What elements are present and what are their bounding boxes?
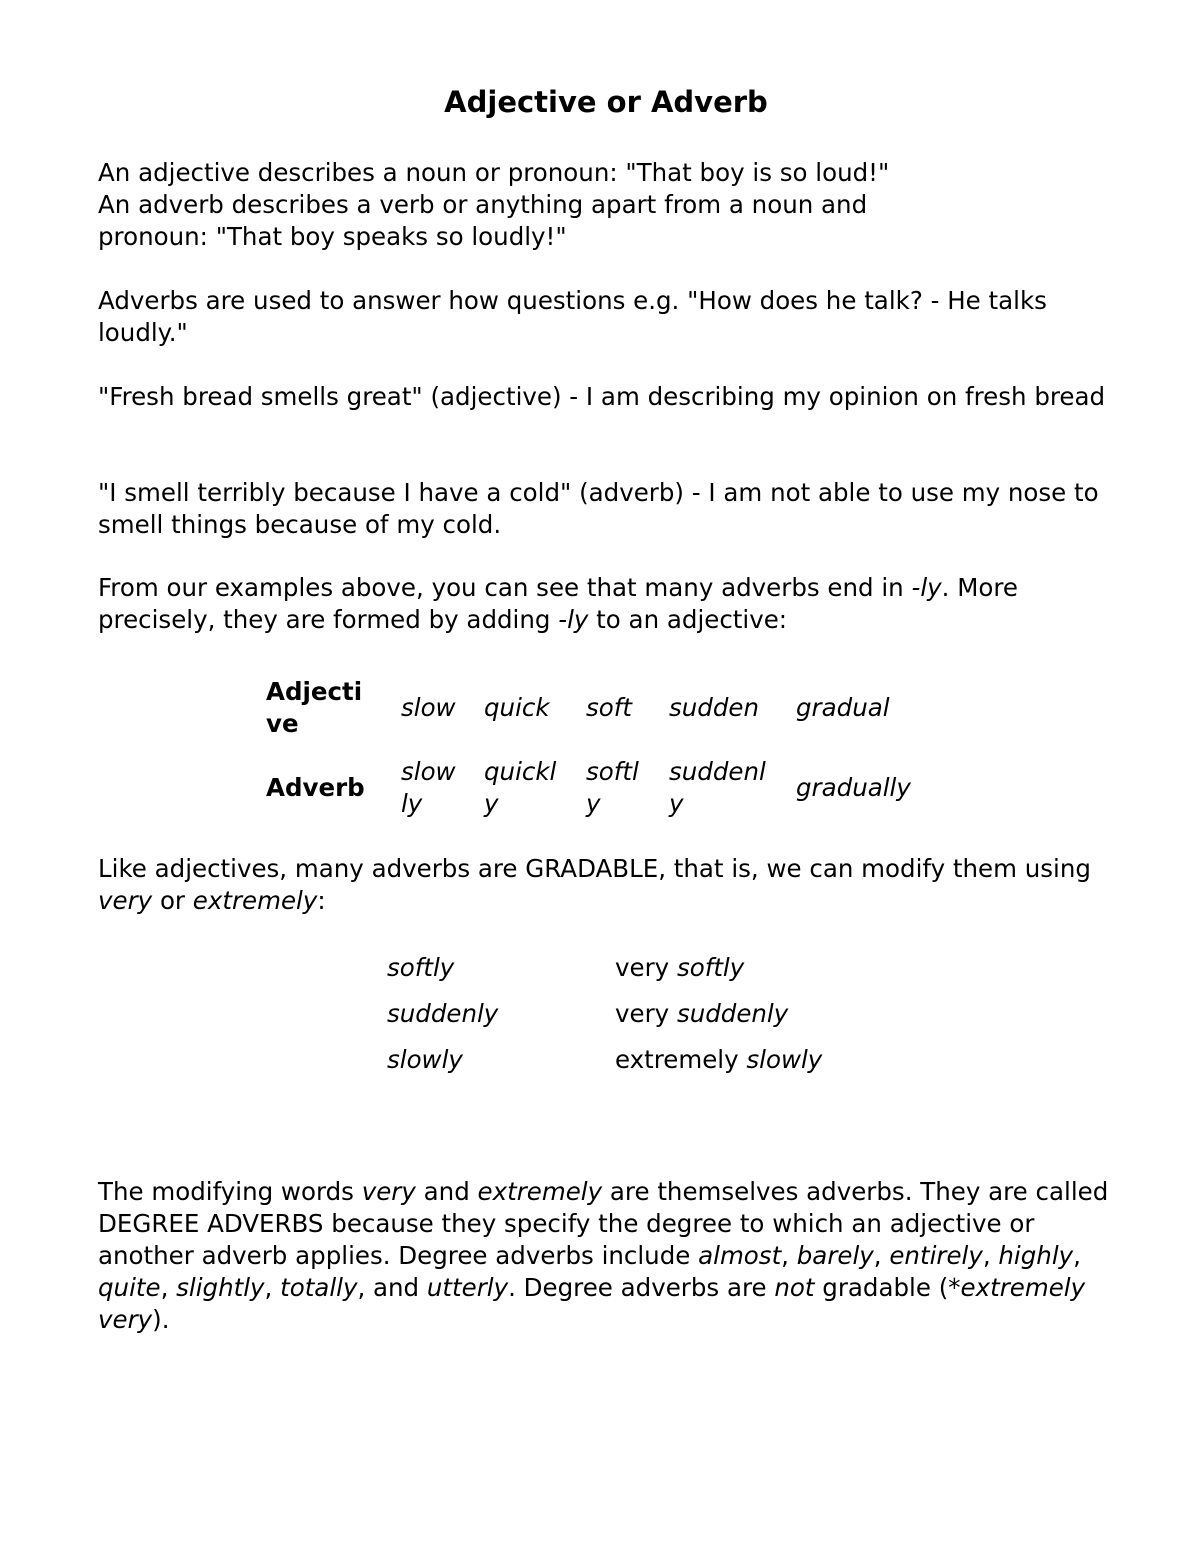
modified-word: softly: [676, 953, 745, 982]
adverb-cell: slowly: [401, 757, 456, 818]
separator: ,: [160, 1273, 177, 1302]
adjective-cell: soft: [586, 693, 632, 722]
degree-adverbs-paragraph: [98, 1176, 1138, 1336]
adverb-cell: quickly: [484, 757, 557, 818]
modifier-word: very: [615, 953, 677, 982]
degree-text-5: gradable (: [814, 1273, 949, 1302]
row-label-adjective: Adjective: [266, 677, 363, 738]
adverb-row: [257, 748, 934, 828]
modified-word: suddenly: [676, 999, 789, 1028]
degree-text-3: are themselves adverbs. They are called DEGREE ADVERBS because they specify the degree to which an adjective or another adverb applies. Degree adverbs include: [98, 1177, 1109, 1270]
ly-paragraph: [98, 572, 1128, 636]
modifier-word: extremely: [615, 1045, 747, 1074]
adverb-cell: suddenly: [669, 757, 766, 818]
modified-adverb-cell: [606, 1037, 839, 1083]
ly-text-2: . More precisely, they are formed by adding: [98, 573, 1018, 634]
gradable-text-1: Like adjectives, many adverbs are GRADABLE, that is, we can modify them using: [98, 854, 1091, 883]
ly-suffix-2: -ly: [558, 605, 589, 634]
intro-line-pronoun: pronoun: "That boy speaks so loudly!": [98, 222, 567, 251]
modified-adverb-cell: [606, 945, 839, 991]
separator: ,: [873, 1241, 890, 1270]
page-title: Adjective or Adverb: [444, 85, 768, 119]
degree-word-extremely: extremely: [477, 1177, 603, 1206]
base-adverb-cell: slowly: [387, 1045, 463, 1074]
modifier-word: very: [615, 999, 677, 1028]
adjective-adverb-table: [257, 668, 934, 828]
adjective-cell: slow: [401, 693, 456, 722]
base-adverb-cell: softly: [387, 953, 455, 982]
degree-text-4: . Degree adverbs are: [508, 1273, 775, 1302]
and-separator: , and: [357, 1273, 427, 1302]
gradable-row: [378, 1037, 839, 1083]
how-questions-paragraph: Adverbs are used to answer how questions e.g. "How does he talk? - He talks loudly.": [98, 286, 1047, 347]
adverb-cell: gradually: [796, 773, 911, 802]
modified-adverb-cell: [606, 991, 839, 1037]
ly-text-1: From our examples above, you can see that many adverbs end in: [98, 573, 912, 602]
degree-example: totally: [280, 1273, 358, 1302]
adverb-cell: softly: [586, 757, 639, 818]
gradable-text-2: or: [152, 886, 193, 915]
degree-word-very: very: [361, 1177, 416, 1206]
degree-example: highly: [998, 1241, 1074, 1270]
adjective-cell: sudden: [669, 693, 759, 722]
degree-example: almost: [698, 1241, 782, 1270]
gradable-word-extremely: extremely: [192, 886, 318, 915]
gradable-word-very: very: [98, 886, 153, 915]
row-label-adverb: Adverb: [266, 773, 365, 802]
degree-example: entirely: [889, 1241, 983, 1270]
degree-example: utterly: [426, 1273, 509, 1302]
base-adverb-cell: suddenly: [387, 999, 499, 1028]
ly-text-3: to an adjective:: [588, 605, 788, 634]
intro-line-adjective: An adjective describes a noun or pronoun: "That boy is so loud!": [98, 158, 890, 187]
gradable-examples-table: [378, 945, 839, 1083]
gradable-row: [378, 991, 839, 1037]
intro-line-adverb: An adverb describes a verb or anything apart from a noun and: [98, 190, 868, 219]
degree-text-2: and: [415, 1177, 478, 1206]
gradable-row: [378, 945, 839, 991]
separator: ,: [781, 1241, 797, 1270]
adjective-cell: quick: [484, 693, 550, 722]
adjective-row: [257, 668, 934, 748]
separator: ,: [982, 1241, 999, 1270]
gradable-paragraph: [98, 853, 1128, 917]
degree-word-not: not: [774, 1273, 815, 1302]
degree-example: slightly: [176, 1273, 265, 1302]
gradable-text-3: :: [317, 886, 326, 915]
degree-example: quite: [98, 1273, 161, 1302]
modified-word: slowly: [746, 1045, 823, 1074]
ly-suffix-1: -ly: [911, 573, 942, 602]
degree-example: barely: [796, 1241, 874, 1270]
degree-text-1: The modifying words: [98, 1177, 362, 1206]
separator: ,: [264, 1273, 281, 1302]
example-adjective-paragraph: "Fresh bread smells great" (adjective) - I am describing my opinion on fresh bread: [98, 382, 1106, 411]
degree-word-extremely-very: *extremely very: [98, 1273, 1086, 1334]
separator: ,: [1073, 1241, 1081, 1270]
example-adverb-paragraph: "I smell terribly because I have a cold" (adverb) - I am not able to use my nose to smell things because of my cold.: [98, 478, 1099, 539]
degree-text-6: ).: [152, 1305, 170, 1334]
intro-paragraph: [98, 157, 1128, 253]
adjective-cell: gradual: [796, 693, 890, 722]
